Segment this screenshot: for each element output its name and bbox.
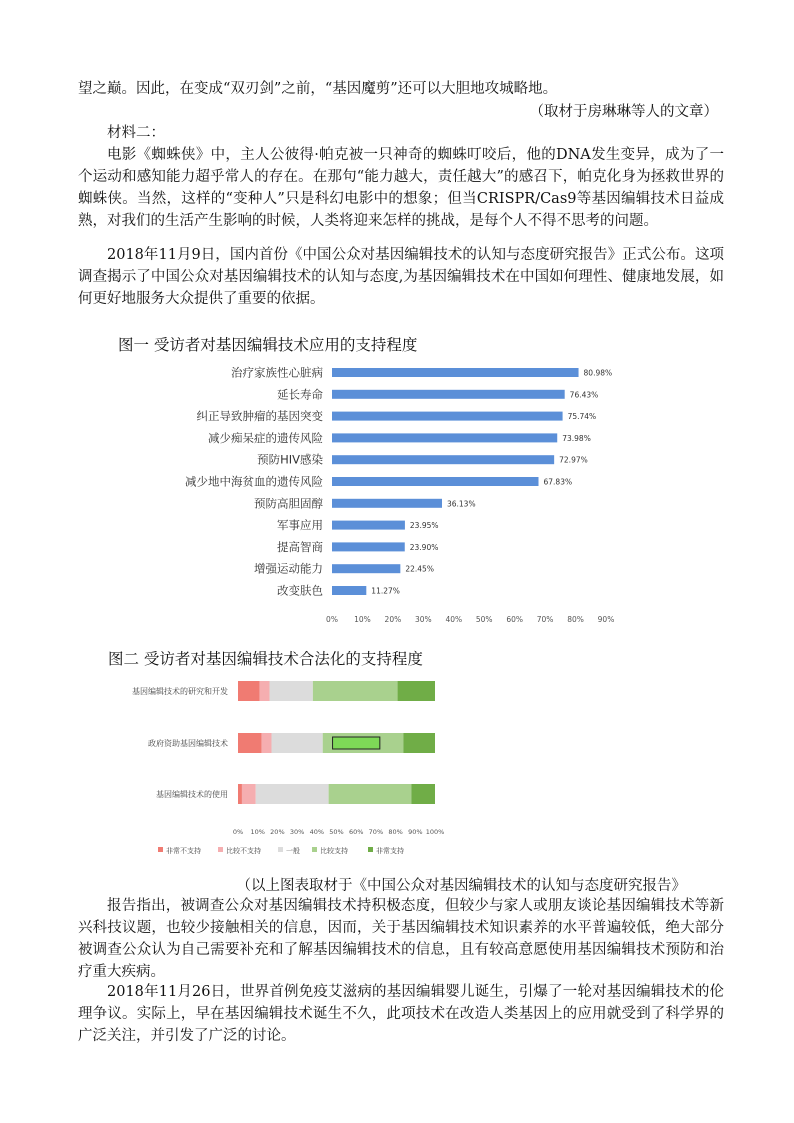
chart1-value-label: 72.97% — [559, 455, 588, 465]
chart2-legend-swatch — [158, 847, 163, 852]
chart2-bar-segment — [329, 784, 412, 804]
chart1-category-label: 改变肤色 — [277, 583, 323, 598]
chart2-tick-label: 70% — [368, 828, 384, 836]
chart1-tick-label: 10% — [354, 614, 371, 624]
chart1-category-label: 减少痴呆症的遗传风险 — [208, 430, 323, 445]
source-note-2: （以上图表取材于《中国公众对基因编辑技术的认知与态度研究报告》 — [236, 878, 686, 894]
chart2-tick-label: 50% — [329, 828, 344, 836]
chart2-tick-label: 100% — [425, 828, 445, 836]
chart2-tick-label: 40% — [309, 828, 325, 836]
chart2-tick-label: 90% — [408, 828, 423, 836]
chart1-category-label: 延长寿命 — [277, 387, 323, 402]
chart1-tick-label: 40% — [445, 614, 463, 624]
chart1-category-label: 预防HIV感染 — [257, 452, 323, 467]
chart2-legend-label: 一般 — [286, 847, 300, 855]
intro-line: 望之巅。因此，在变成“双刃剑”之前，“基因魔剪”还可以大胆地攻城略地。 — [78, 81, 558, 97]
chart2-legend-label: 比较支持 — [320, 847, 348, 855]
chart1-category-label: 增强运动能力 — [254, 561, 323, 576]
chart2-bar-segment — [403, 733, 435, 753]
chart2-bar-segment — [238, 681, 260, 701]
chart2-tick-label: 0% — [232, 828, 244, 836]
chart1-category-label: 治疗家族性心脏病 — [231, 365, 323, 380]
chart1-value-label: 23.90% — [409, 542, 439, 552]
chart1-value-label: 73.98% — [562, 433, 591, 443]
chart1 — [160, 360, 660, 638]
chart2-tick-label: 30% — [289, 828, 305, 836]
chart1-bar — [332, 412, 563, 421]
chart1-category-label: 提高智商 — [277, 539, 323, 554]
chart1-value-label: 80.98% — [583, 368, 613, 378]
paragraph-1: 电影《蜘蛛侠》中，主人公彼得·帕克被一只神奇的蜘蛛叮咬后，他的DNA发生变异，成为了一个运动和感知能力超乎常人的存在。在那句“能力越大，责任越大”的感召下，帕克化身为拯救世界的蜘蛛侠。当然，这样的“变种人”只是科幻电影中的想象；但当CRISPR/Cas9等基因编辑技术日益成熟，对我们的生活产生影响的时候，人类将迎来怎样的挑战，是每个人不得不思考的问题。 — [78, 147, 724, 229]
chart2-category-label: 基因编辑技术的使用 — [156, 790, 228, 799]
chart1-tick-label: 70% — [536, 614, 554, 624]
chart1-tick-label: 20% — [384, 614, 402, 624]
chart2-tick-label: 80% — [388, 828, 403, 836]
chart2-bar-segment — [256, 784, 329, 804]
chart1-tick-label: 60% — [506, 614, 524, 624]
chart1-tick-label: 80% — [567, 614, 584, 624]
chart1-tick-label: 0% — [326, 614, 338, 624]
chart2-bar-segment — [270, 681, 313, 701]
chart2-tick-label: 10% — [250, 828, 265, 836]
chart1-category-label: 预防高胆固醇 — [254, 496, 323, 511]
chart2-legend-label: 非常支持 — [376, 847, 404, 855]
chart1-category-label: 减少地中海贫血的遗传风险 — [185, 474, 323, 489]
chart2-legend-swatch — [368, 847, 373, 852]
paragraph-3: 报告指出，被调查公众对基因编辑技术持积极态度，但较少与家人或朋友谈论基因编辑技术等新兴科技议题，也较少接触相关的信息，因而，关于基因编辑技术知识素养的水平普遍较低，绝大部分被调查公众认为自己需要补充和了解基因编辑技术的信息，且有较高意愿使用基因编辑技术预防和治疗重大疾病。 — [78, 898, 724, 980]
chart2-category-label: 政府资助基因编辑技术 — [148, 739, 228, 748]
chart2-tick-label: 20% — [270, 828, 285, 836]
chart1-bar — [332, 499, 442, 508]
paragraph-4: 2018年11月26日，世界首例免疫艾滋病的基因编辑婴儿诞生，引爆了一轮对基因编辑技术的伦理争议。实际上，早在基因编辑技术诞生不久，此项技术在改造人类基因上的应用就受到了科学界的广泛关注，并引发了广泛的讨论。 — [78, 984, 724, 1044]
chart2-bar-segment — [238, 784, 242, 804]
chart1-bar — [332, 542, 405, 551]
chart2-bar-segment — [313, 681, 398, 701]
section-heading: 材料二： — [107, 125, 165, 141]
chart2-bar-segment — [242, 784, 256, 804]
chart1-value-label: 11.27% — [371, 586, 400, 596]
chart1-value-label: 22.45% — [405, 564, 434, 574]
chart2-legend-label: 比较不支持 — [226, 847, 261, 855]
chart1-tick-label: 30% — [414, 614, 432, 624]
chart1-bar — [332, 586, 366, 595]
chart1-value-label: 36.13% — [446, 499, 476, 509]
chart1-bar — [332, 433, 557, 442]
chart1-category-label: 纠正导致肿瘤的基因突变 — [196, 409, 323, 424]
chart2-title: 图二 受访者对基因编辑技术合法化的支持程度 — [108, 650, 423, 668]
chart2-bar-segment — [271, 733, 322, 753]
paragraph-2: 2018年11月9日，国内首份《中国公众对基因编辑技术的认知与态度研究报告》正式公布。这项调查揭示了中国公众对基因编辑技术的认知与态度,为基因编辑技术在中国如何理性、健康地发展，如何更好地服务大众提供了重要的依据。 — [78, 247, 724, 307]
chart1-value-label: 23.95% — [409, 521, 439, 531]
chart1-value-label: 75.74% — [567, 412, 597, 422]
chart2-legend-label: 非常不支持 — [166, 847, 201, 855]
chart2-highlight-box — [333, 737, 380, 749]
chart2-bar-segment — [262, 733, 272, 753]
chart1-value-label: 76.43% — [569, 390, 599, 400]
chart2-legend-swatch — [312, 847, 317, 852]
chart2-legend-swatch — [278, 847, 283, 852]
chart1-bar — [332, 521, 405, 530]
chart1-bar — [332, 390, 565, 399]
chart1-bar — [332, 368, 579, 377]
chart2-bar-segment — [260, 681, 270, 701]
chart2 — [100, 670, 445, 870]
chart2-category-label: 基因编辑技术的研究和开发 — [132, 687, 228, 696]
chart2-tick-label: 60% — [348, 828, 364, 836]
chart1-value-label: 67.83% — [543, 477, 573, 487]
chart1-tick-label: 50% — [475, 614, 493, 624]
chart1-bar — [332, 455, 554, 464]
chart2-bar-segment — [411, 784, 435, 804]
source-note-1: （取材于房琳琳等人的文章） — [529, 104, 718, 120]
chart1-bar — [332, 564, 400, 573]
chart1-tick-label: 90% — [597, 614, 615, 624]
chart2-legend-swatch — [218, 847, 223, 852]
chart1-title: 图一 受访者对基因编辑技术应用的支持程度 — [118, 336, 418, 354]
chart1-bar — [332, 477, 539, 486]
chart2-bar-segment — [398, 681, 435, 701]
chart2-bar-segment — [238, 733, 262, 753]
chart1-category-label: 军事应用 — [277, 518, 323, 533]
